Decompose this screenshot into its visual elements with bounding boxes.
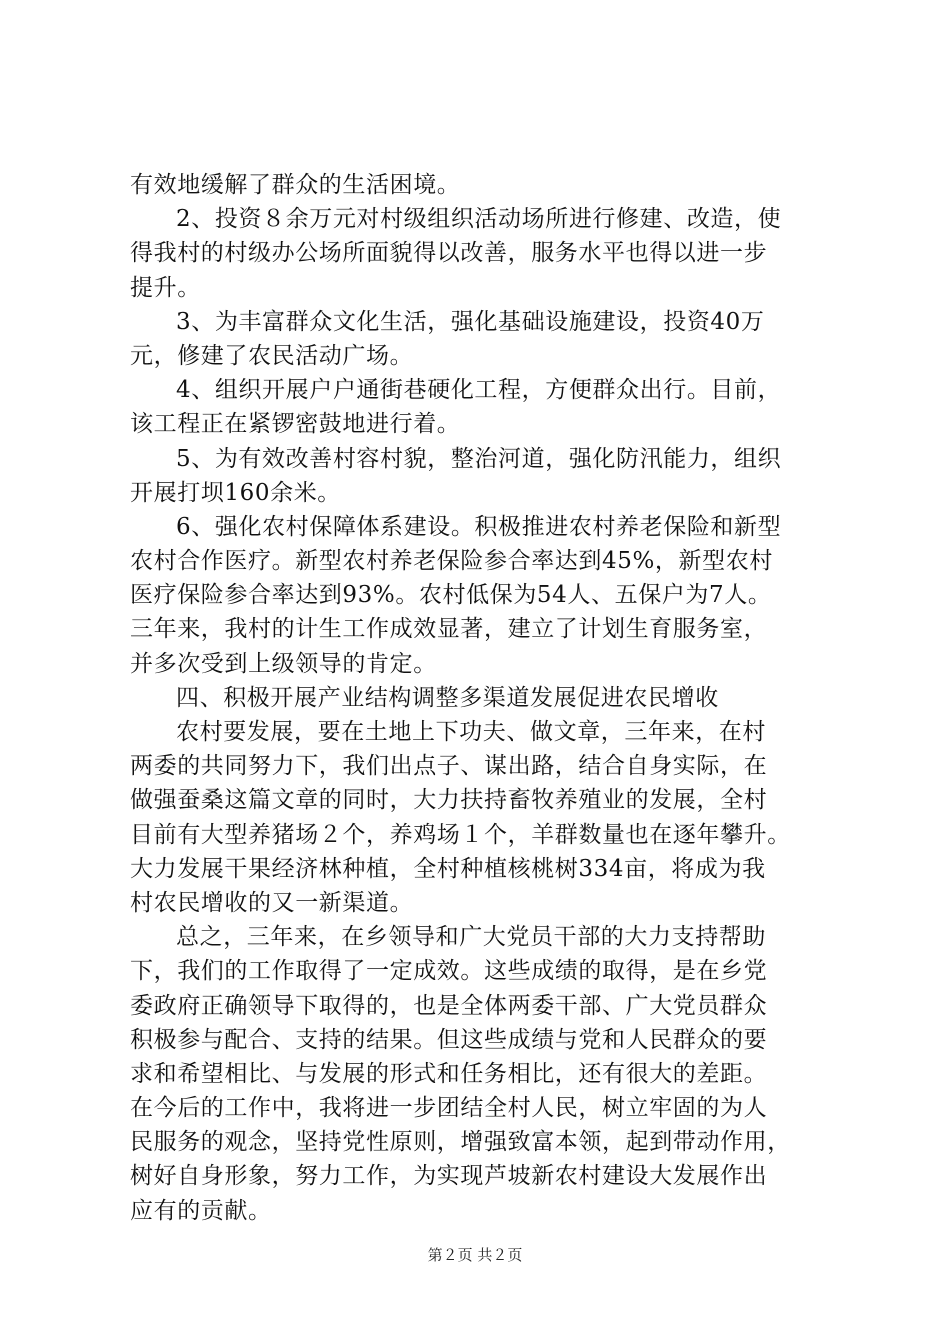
- text-line: 该工程正在紧锣密鼓地进行着。: [130, 411, 461, 438]
- text-line: 积极参与配合、支持的结果。但这些成绩与党和人民群众的要: [130, 1026, 768, 1053]
- text-line: 四、积极开展产业结构调整多渠道发展促进农民增收: [176, 684, 719, 711]
- text-line: 开展打坝160余米。: [130, 479, 341, 506]
- text-line: 应有的贡献。: [130, 1197, 272, 1224]
- text-line: 三年来，我村的计生工作成效显著，建立了计划生育服务室，: [130, 616, 768, 643]
- text-line: 求和希望相比、与发展的形式和任务相比，还有很大的差距。: [130, 1060, 768, 1087]
- text-line: 村农民增收的又一新渠道。: [130, 889, 414, 916]
- page-footer: 第２页 共２页: [427, 1246, 523, 1264]
- text-line: 得我村的村级办公场所面貌得以改善，服务水平也得以进一步: [130, 240, 768, 267]
- text-line: 大力发展干果经济林种植，全村种植核桃树334亩，将成为我: [130, 855, 766, 882]
- text-line: 医疗保险参合率达到93%。农村低保为54人、五保户为7人。: [130, 582, 772, 609]
- text-line: 提升。: [130, 274, 201, 301]
- text-line: 民服务的观念，坚持党性原则，增强致富本领，起到带动作用，: [130, 1129, 791, 1156]
- text-line: 元，修建了农民活动广场。: [130, 342, 414, 369]
- text-line: 5、为有效改善村容村貌，整治河道，强化防汛能力，组织: [176, 445, 782, 472]
- document-body: [130, 168, 830, 1228]
- text-line: 目前有大型养猪场２个，养鸡场１个，羊群数量也在逐年攀升。: [130, 821, 791, 848]
- text-line: 树好自身形象，努力工作，为实现芦坡新农村建设大发展作出: [130, 1163, 768, 1190]
- text-line: 6、强化农村保障体系建设。积极推进农村养老保险和新型: [176, 513, 782, 540]
- text-line: 总之，三年来，在乡领导和广大党员干部的大力支持帮助: [176, 924, 766, 951]
- text-line: 下，我们的工作取得了一定成效。这些成绩的取得，是在乡党: [130, 958, 768, 985]
- text-line: 委政府正确领导下取得的，也是全体两委干部、广大党员群众: [130, 992, 768, 1019]
- text-line: 农村合作医疗。新型农村养老保险参合率达到45%，新型农村: [130, 548, 773, 575]
- text-line: 农村要发展，要在土地上下功夫、做文章，三年来，在村: [176, 719, 766, 745]
- text-line: 并多次受到上级领导的肯定。: [130, 650, 437, 677]
- text-line: 有效地缓解了群众的生活困境。: [130, 172, 461, 198]
- text-line: 3、为丰富群众文化生活，强化基础设施建设，投资40万: [176, 308, 765, 335]
- text-line: 2、投资８余万元对村级组织活动场所进行修建、改造，使: [176, 206, 782, 233]
- text-line: 做强蚕桑这篇文章的同时，大力扶持畜牧养殖业的发展，全村: [130, 787, 768, 814]
- text-line: 4、组织开展户户通街巷硬化工程，方便群众出行。目前，: [176, 377, 782, 404]
- text-line: 在今后的工作中，我将进一步团结全村人民，树立牢固的为人: [130, 1095, 768, 1122]
- text-line: 两委的共同努力下，我们出点子、谋出路，结合自身实际，在: [130, 753, 768, 780]
